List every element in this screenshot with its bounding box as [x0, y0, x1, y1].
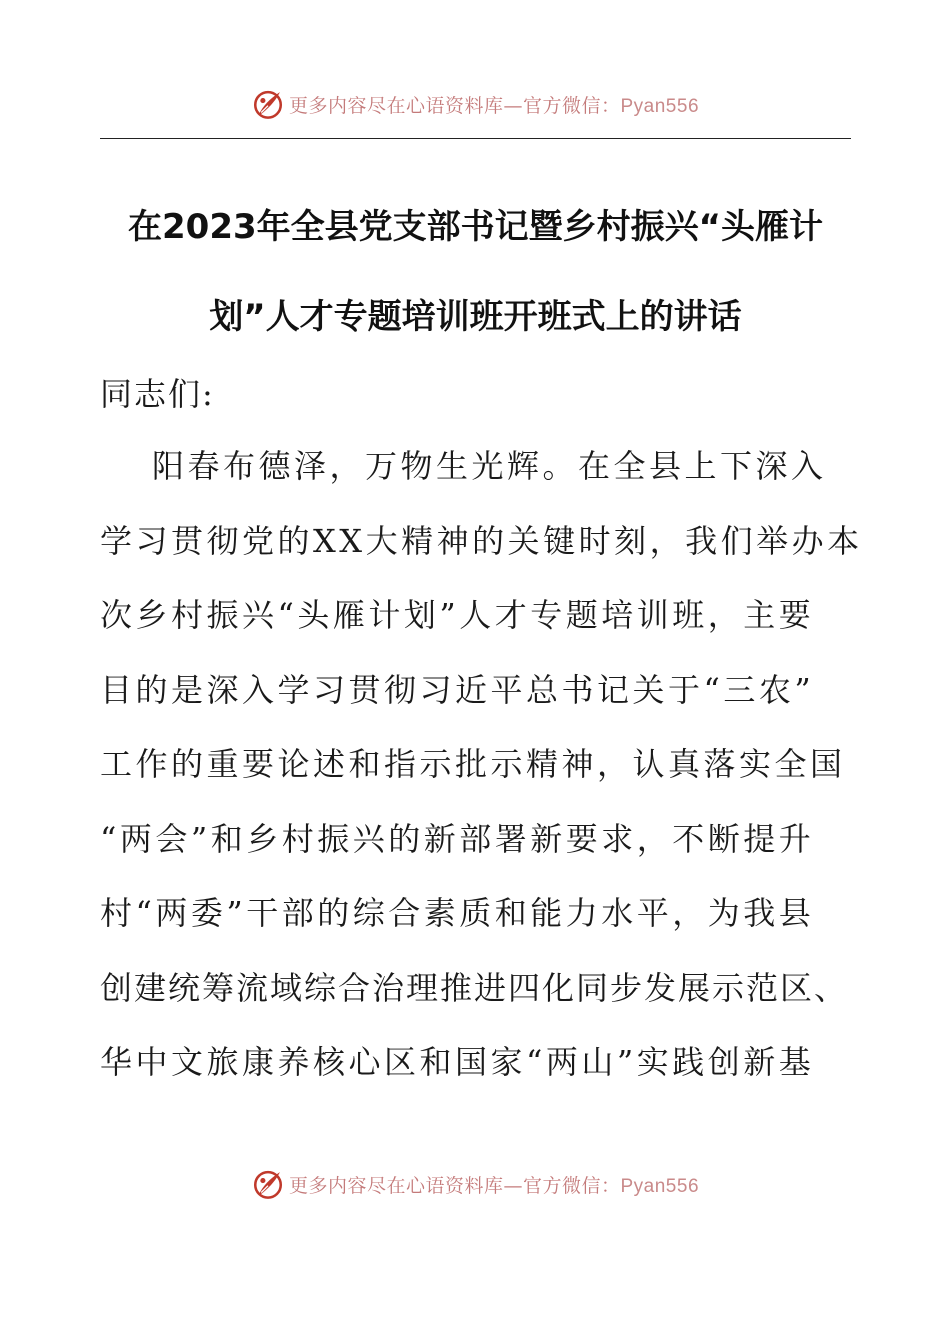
header-divider — [100, 138, 851, 139]
paragraph-line: 目的是深入学习贯彻习近平总书记关于“三农” — [100, 670, 815, 709]
paragraph-line: “两会”和乡村振兴的新部署新要求，不断提升 — [100, 819, 815, 858]
title-line-2: 划”人才专题培训班开班式上的讲话 — [209, 297, 742, 337]
paragraph-line: 村“两委”干部的综合素质和能力水平，为我县 — [100, 894, 815, 932]
paragraph-line: 创建统筹流域综合治理推进四化同步发展示范区、 — [100, 968, 849, 1007]
title-line-1: 在2023年全县党支部书记暨乡村振兴“头雁计 — [128, 207, 823, 247]
document-title — [100, 197, 851, 347]
watermark-wechat-id: Pyan556 — [620, 1175, 700, 1197]
footer-watermark — [0, 1162, 950, 1206]
paragraph-line: 阳春布德泽，万物生光辉。在全县上下深入 — [152, 447, 827, 485]
watermark-wechat-id: Pyan556 — [620, 95, 700, 117]
watermark-label: 更多内容尽在心语资料库—官方微信： — [288, 1174, 621, 1197]
pen-nib-logo-icon — [251, 1167, 285, 1201]
salutation: 同志们: — [100, 375, 215, 413]
watermark-text — [289, 91, 699, 118]
paragraph-line: 次乡村振兴“头雁计划”人才专题培训班，主要 — [100, 596, 815, 634]
header-watermark — [0, 82, 950, 126]
watermark-text — [289, 1171, 699, 1198]
paragraph-line: 华中文旅康养核心区和国家“两山”实践创新基 — [100, 1043, 815, 1081]
paragraph-line: 学习贯彻党的XX大精神的关键时刻，我们举办本 — [100, 521, 863, 560]
body-paragraph — [100, 444, 863, 1115]
watermark-label: 更多内容尽在心语资料库—官方微信： — [288, 94, 621, 117]
pen-nib-logo-icon — [251, 87, 285, 121]
paragraph-line: 工作的重要论述和指示批示精神，认真落实全国 — [100, 745, 846, 783]
